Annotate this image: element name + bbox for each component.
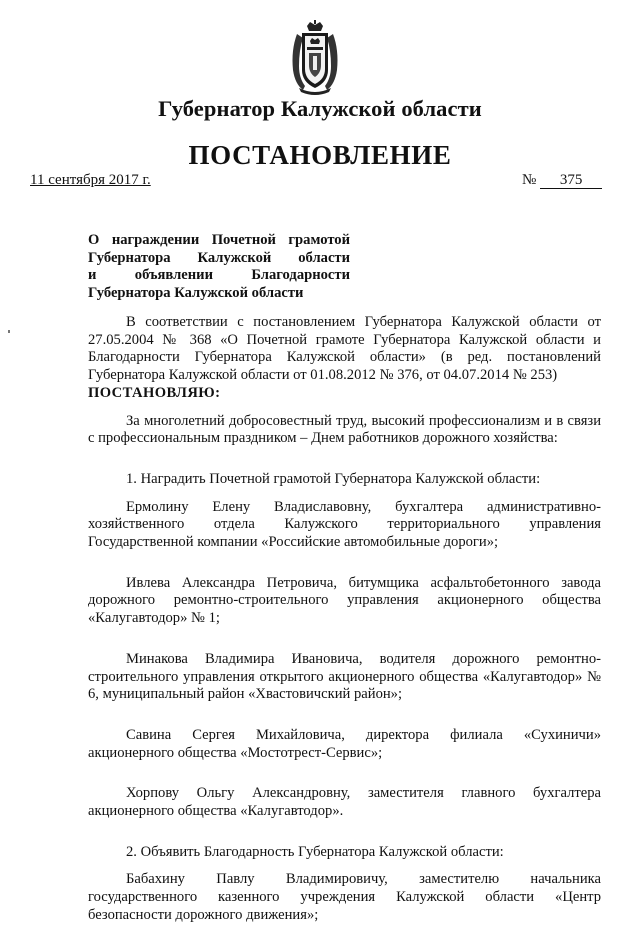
- document-subject: [88, 232, 350, 302]
- issuer-title: Губернатор Калужской области: [158, 96, 482, 121]
- award-recipient: Хорпову Ольгу Александровну, заместителя главного бухгалтера акционерного общества «Калугавтодор».: [88, 785, 601, 820]
- award-recipient: Минакова Владимира Ивановича, водителя дорожного ремонтно-строительного управления открытого акционерного общества «Калугавтодор» № 6, муниципальный район «Хвастовичский район»;: [88, 650, 601, 703]
- award-recipient: Ивлева Александра Петровича, битумщика асфальтобетонного завода дорожного ремонтно-строительного управления акционерного общества «Калугавтодор» № 1;: [88, 574, 601, 627]
- number-label: №: [522, 172, 537, 188]
- award-recipient: Савина Сергея Михайловича, директора филиала «Сухиничи» акционерного общества «Мостотрест-Сервис»;: [88, 726, 601, 761]
- document-type-title: ПОСТАНОВЛЕНИЕ: [188, 140, 452, 170]
- subject-line: О награждении Почетной грамотой: [88, 232, 350, 248]
- scan-speck: [8, 330, 10, 333]
- award-recipient: Ермолину Елену Владиславовну, бухгалтера административно-хозяйственного отдела Калужского территориального управления Государственной компании «Российские автомобильные дороги»;: [88, 498, 601, 551]
- coat-of-arms-emblem: [285, 20, 345, 95]
- preamble-paragraph: В соответствии с постановлением Губернатора Калужской области от 27.05.2004 № 368 «О Почетной грамоте Губернатора Калужской области и Благодарности Губернатора Калужской области» (в ред. постановлений Губернатора Калужской области от 01.08.2012 № 376, от 04.07.2014 № 253): [88, 314, 601, 384]
- document-number: [522, 172, 602, 189]
- reason-paragraph: За многолетний добросовестный труд, высокий профессионализм и в связи с профессиональным праздником – Днем работников дорожного хозяйства:: [88, 412, 601, 447]
- item1-heading: 1. Наградить Почетной грамотой Губернатора Калужской области:: [126, 470, 541, 487]
- document-body: [88, 314, 601, 925]
- gratitude-recipient: Бабахину Павлу Владимировичу, заместителю начальника государственного казенного учреждения Калужской области «Центр безопасности дорожного движения»;: [88, 871, 601, 923]
- subject-line: Губернатора Калужской области: [88, 284, 304, 301]
- item2-heading: 2. Объявить Благодарность Губернатора Калужской области:: [126, 843, 504, 860]
- document-date: 11 сентября 2017 г.: [30, 172, 151, 188]
- subject-line: Губернатора Калужской области: [88, 249, 350, 266]
- subject-line: и объявлении Благодарности: [88, 267, 350, 283]
- decree-word: ПОСТАНОВЛЯЮ:: [88, 384, 221, 401]
- number-value: 375: [540, 172, 602, 189]
